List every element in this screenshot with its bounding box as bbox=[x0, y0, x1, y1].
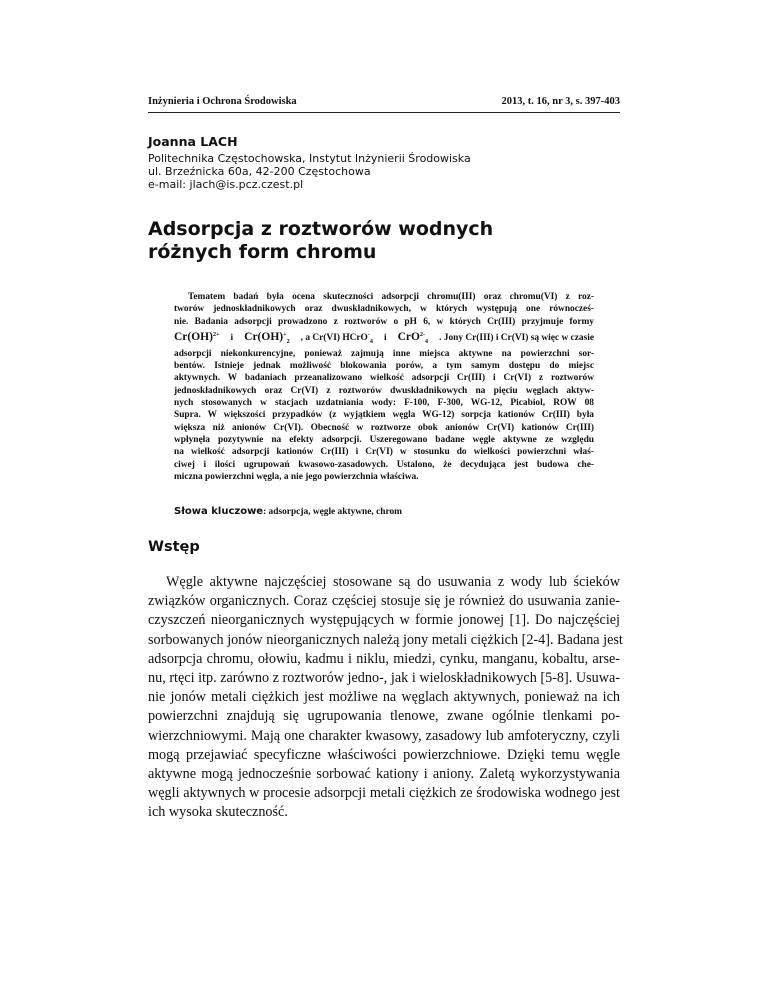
body-line: powierzchni znajdują się ugrupowania tlenowe, zwane ogólnie tlenkami po- bbox=[148, 708, 620, 725]
abstract-line: adsorpcji niekonkurencyjne, ponieważ zajmują inne miejsca aktywne na powierzchni sor- bbox=[174, 348, 594, 359]
body-line: nu, rtęci itp. zarówno z roztworów jedno-, jak i wieloskładnikowych [5-8]. Usuwa- bbox=[148, 669, 620, 686]
body-line: adsorpcja chromu, ołowiu, kadmu i niklu, miedzi, cynku, manganu, kobaltu, arse- bbox=[148, 650, 620, 667]
conjunction: i bbox=[230, 332, 234, 343]
body-line: sorbowanych jonów nieorganicznych należą jony metali ciężkich [2-4]. Badana jest bbox=[148, 631, 623, 648]
keywords bbox=[174, 506, 594, 517]
abstract-line: aktywnych. W badaniach przeanalizowano wielkość adsorpcji Cr(III) i Cr(VI) z roztworów bbox=[174, 373, 594, 384]
author-affiliation bbox=[148, 152, 548, 192]
body-line: wierzchniowymi. Mają one charakter kwasowy, zasadowy lub amfoteryczny, czyli bbox=[148, 727, 620, 744]
title-line: różnych form chromu bbox=[148, 241, 377, 263]
abstract-line: nych stosowanych w stacjach uzdatniania wody: F-100, F-300, WG-12, Picabiol, ROW 08 bbox=[174, 398, 594, 409]
header-rule bbox=[148, 112, 620, 113]
body-line: węgli aktywnych w procesie adsorpcji metali ciężkich ze środowiska wodnego jest bbox=[148, 785, 620, 802]
body-line: nie jonów metali ciężkich jest możliwe na węglach aktywnych, ponieważ na ich bbox=[148, 689, 620, 706]
formula-croh2-plus: $Cr(OH)^+_2$ bbox=[244, 331, 290, 346]
body-line: czyszczeń nieorganicznych występujących w formie jonowej [1]. Do najczęściej bbox=[148, 612, 620, 629]
abstract-line: tworów jednoskładnikowych oraz dwuskładnikowych, w których występują one równocześ- bbox=[174, 304, 594, 315]
abstract-line: większa niż anionów Cr(VI). Obecność w roztworze obok anionów Cr(VI) kationów Cr(III) bbox=[174, 422, 594, 433]
keywords-list: : adsorpcja, węgle aktywne, chrom bbox=[263, 507, 402, 517]
conjunction: i bbox=[383, 332, 387, 343]
journal-name: Inżynieria i Ochrona Środowiska bbox=[148, 96, 297, 107]
title-line: Adsorpcja z roztworów wodnych bbox=[148, 218, 494, 240]
body-line: związków organicznych. Coraz częściej stosuje się je również do usuwania zanie- bbox=[148, 593, 620, 610]
affiliation-address: ul. Brzeźnicka 60a, 42-200 Częstochowa bbox=[148, 165, 371, 179]
abstract-line: na wielkość adsorpcji kationów Cr(III) i Cr(VI) w stosunku do wielkości powierzchni właś- bbox=[174, 447, 594, 458]
formula-croh2: Cr(OH)$^{2+}$ bbox=[174, 331, 220, 344]
journal-citation: 2013, t. 16, nr 3, s. 397-403 bbox=[501, 96, 620, 107]
running-header bbox=[148, 96, 620, 112]
body-line: mogą przejawiać specyficzne właściwości powierzchniowe. Dzięki temu węgle bbox=[148, 746, 620, 763]
abstract-line: wpłynęła pozytywnie na efekty adsorpcji. Uszeregowano badane węgle aktywne ze względu bbox=[174, 434, 594, 445]
author-name: Joanna LACH bbox=[148, 134, 238, 149]
abstract-line: bentów. Istnieje jednak możliwość blokowania porów, a tym samym dostępu do miejsc bbox=[174, 361, 594, 372]
article-title bbox=[148, 218, 608, 264]
abstract-chemical-formulas bbox=[174, 328, 594, 348]
abstract-chem-tail: . Jony Cr(III) i Cr(VI) są więc w czasie bbox=[439, 332, 594, 343]
abstract-line: Supra. W większości przypadków (z wyjątkiem węgla WG-12) sorpcja kationów Cr(III) była bbox=[174, 410, 594, 421]
abstract bbox=[174, 291, 594, 483]
affiliation-institution: Politechnika Częstochowska, Instytut Inżynierii Środowiska bbox=[148, 152, 471, 165]
abstract-line: jednoskładnikowych oraz Cr(VI) z roztworów dwuskładnikowych na pięciu węglach aktyw- bbox=[174, 385, 594, 396]
affiliation-email: e-mail: jlach@is.pcz.czest.pl bbox=[148, 178, 304, 192]
section-body bbox=[148, 573, 623, 822]
section-heading: Wstęp bbox=[148, 539, 200, 555]
abstract-line: miczna powierzchni węgla, a nie jego powierzchnia właściwa. bbox=[174, 471, 419, 482]
abstract-line: Tematem badań była ocena skuteczności adsorpcji chromu(III) oraz chromu(VI) z roz- bbox=[188, 292, 594, 302]
body-line: Węgle aktywne najczęściej stosowane są do usuwania z wody lub ścieków bbox=[166, 574, 620, 590]
abstract-line: ciwej i ilości ugrupowań kwasowo-zasadowych. Ustalono, że decydująca jest budowa che- bbox=[174, 459, 594, 470]
keywords-label: Słowa kluczowe bbox=[174, 506, 264, 517]
abstract-line: nie. Badania adsorpcji prowadzono z roztworów o pH 6, w których Cr(III) przyjmuje formy bbox=[174, 316, 594, 327]
body-line: ich wysoka skuteczność. bbox=[148, 804, 288, 821]
formula-cro4: CrO$^{2-}_4$ bbox=[397, 331, 429, 346]
body-line: aktywne mogą jednocześnie sorbować kationy i aniony. Zaletą wykorzystywania bbox=[148, 765, 620, 782]
formula-hcro4: , a Cr(VI) HCrO-$_4$ bbox=[300, 331, 373, 345]
